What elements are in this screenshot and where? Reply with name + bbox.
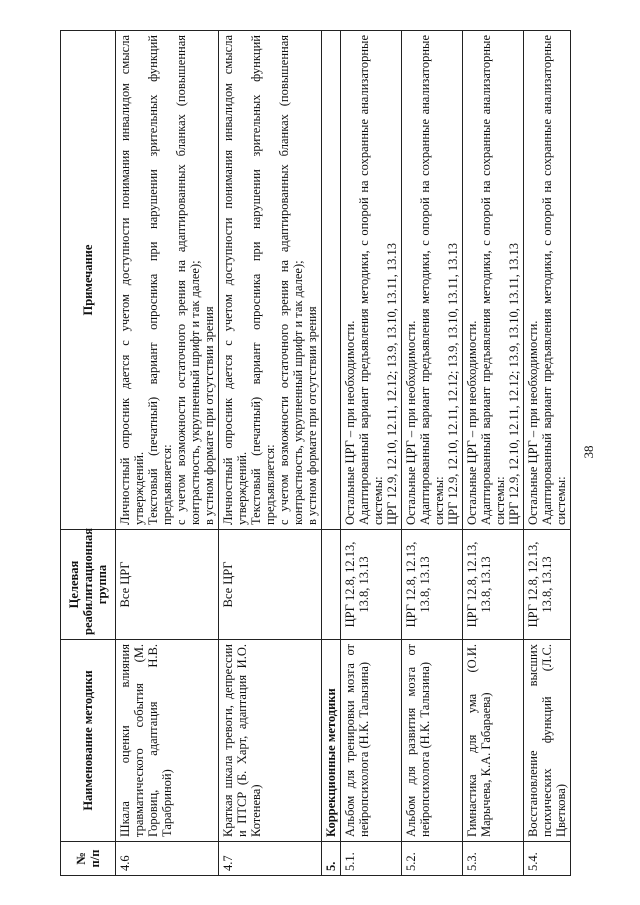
- note-line: Текстовый (печатный) вариант опросника при нарушении зрительных функций предъявляется:: [146, 35, 174, 525]
- target-group: ЦРГ 12.8, 12.13, 13.8, 13.13: [524, 530, 571, 640]
- method-name: Альбом для развития мозга от нейропсихолога (Н.К. Талызина): [402, 640, 463, 842]
- table-body: [116, 31, 571, 876]
- note-line: Адаптированный вариант предъявления методики, с опорой на сохранные анализаторные системы:: [357, 35, 385, 525]
- method-name: Краткая шкала тревоги, депрессии и ПТСР (Б. Харт, адаптация И.О. Котенева): [219, 640, 322, 842]
- row-number: 5.1.: [341, 842, 402, 876]
- note-line: с учетом возможности остаточного зрения на адаптированных бланках (повышенная контрастность, укрупненный шрифт и так далее);: [277, 35, 305, 525]
- target-group: ЦРГ 12.8, 12.13, 13.8, 13.13: [463, 530, 524, 640]
- note-line: ЦРГ 12.9, 12.10, 12.11, 12.12; 13.9, 13.10, 13.11, 13.13: [446, 242, 460, 525]
- note-cell: [219, 31, 322, 530]
- note-line: в устном формате при отсутствии зрения: [305, 306, 319, 525]
- note-line: Адаптированный вариант предъявления методики, с опорой на сохранные анализаторные системы:: [418, 35, 446, 525]
- note-cell: [524, 31, 571, 530]
- note-cell: [463, 31, 524, 530]
- section-row: [322, 31, 341, 876]
- note-line: Текстовый (печатный) вариант опросника при нарушении зрительных функций предъявляется:: [249, 35, 277, 525]
- rotated-table-region: [60, 31, 568, 876]
- row-number: 5.4.: [524, 842, 571, 876]
- methods-table: [60, 30, 571, 876]
- method-name: Гимнастика для ума (О.И. Марычева, К.А. Габараева): [463, 640, 524, 842]
- note-line: Адаптированный вариант предъявления методики, с опорой на сохранные анализаторные системы:: [540, 35, 568, 525]
- target-group: Все ЦРГ: [116, 530, 219, 640]
- empty-cell: [322, 31, 341, 530]
- table-row: [524, 31, 571, 876]
- method-name: Альбом для тренировки мозга от нейропсихолога (Н.К. Талызина): [341, 640, 402, 842]
- note-cell: [402, 31, 463, 530]
- row-number: 5.: [322, 842, 341, 876]
- header-note: Примечание: [61, 31, 116, 530]
- method-name: Шкала оценки влияния травматического события (М. Горовиц, адаптация Н.В. Тарабриной): [116, 640, 219, 842]
- note-cell: [116, 31, 219, 530]
- row-number: 4.7: [219, 842, 322, 876]
- section-title: Коррекционные методики: [322, 640, 341, 842]
- row-number: 5.2.: [402, 842, 463, 876]
- header-name: Наименование методики: [61, 640, 116, 842]
- table-row: [463, 31, 524, 876]
- target-group: ЦРГ 12.8, 12.13, 13.8, 13.13: [341, 530, 402, 640]
- row-number: 5.3.: [463, 842, 524, 876]
- note-line: Остальные ЦРГ – при необходимости.: [404, 320, 418, 525]
- note-line: в устном формате при отсутствии зрения: [202, 306, 216, 525]
- table-row: [402, 31, 463, 876]
- note-line: Остальные ЦРГ – при необходимости.: [343, 320, 357, 525]
- target-group: ЦРГ 12.8, 12.13, 13.8, 13.13: [402, 530, 463, 640]
- row-number: 4.6: [116, 842, 219, 876]
- note-line: ЦРГ 12.9, 12.10, 12.11, 12.12; 13.9, 13.10, 13.11, 13.13: [507, 242, 521, 525]
- method-name: Восстановление высших психических функций (Л.С. Цветкова): [524, 640, 571, 842]
- note-line: Адаптированный вариант предъявления методики, с опорой на сохранные анализаторные системы:: [479, 35, 507, 525]
- empty-cell: [322, 530, 341, 640]
- target-group: Все ЦРГ: [219, 530, 322, 640]
- header-num: № п/п: [61, 842, 116, 876]
- table-row: [341, 31, 402, 876]
- note-line: Личностный опросник дается с учетом доступности понимания инвалидом смысла утверждений.: [118, 35, 146, 525]
- table-header-row: [61, 31, 116, 876]
- note-cell: [341, 31, 402, 530]
- note-line: с учетом возможности остаточного зрения на адаптированных бланках (повышенная контрастность, укрупненный шрифт и так далее);: [174, 35, 202, 525]
- note-line: ЦРГ 12.9, 12.10, 12.11, 12.12; 13.9, 13.10, 13.11, 13.13: [385, 242, 399, 525]
- note-line: Остальные ЦРГ – при необходимости.: [465, 320, 479, 525]
- table-row: [116, 31, 219, 876]
- note-line: Остальные ЦРГ – при необходимости.: [526, 320, 540, 525]
- header-target: Целевая реабилитационная группа: [61, 530, 116, 640]
- note-line: Личностный опросник дается с учетом доступности понимания инвалидом смысла утверждений.: [221, 35, 249, 525]
- page-number: 38: [581, 445, 596, 459]
- table-row: [219, 31, 322, 876]
